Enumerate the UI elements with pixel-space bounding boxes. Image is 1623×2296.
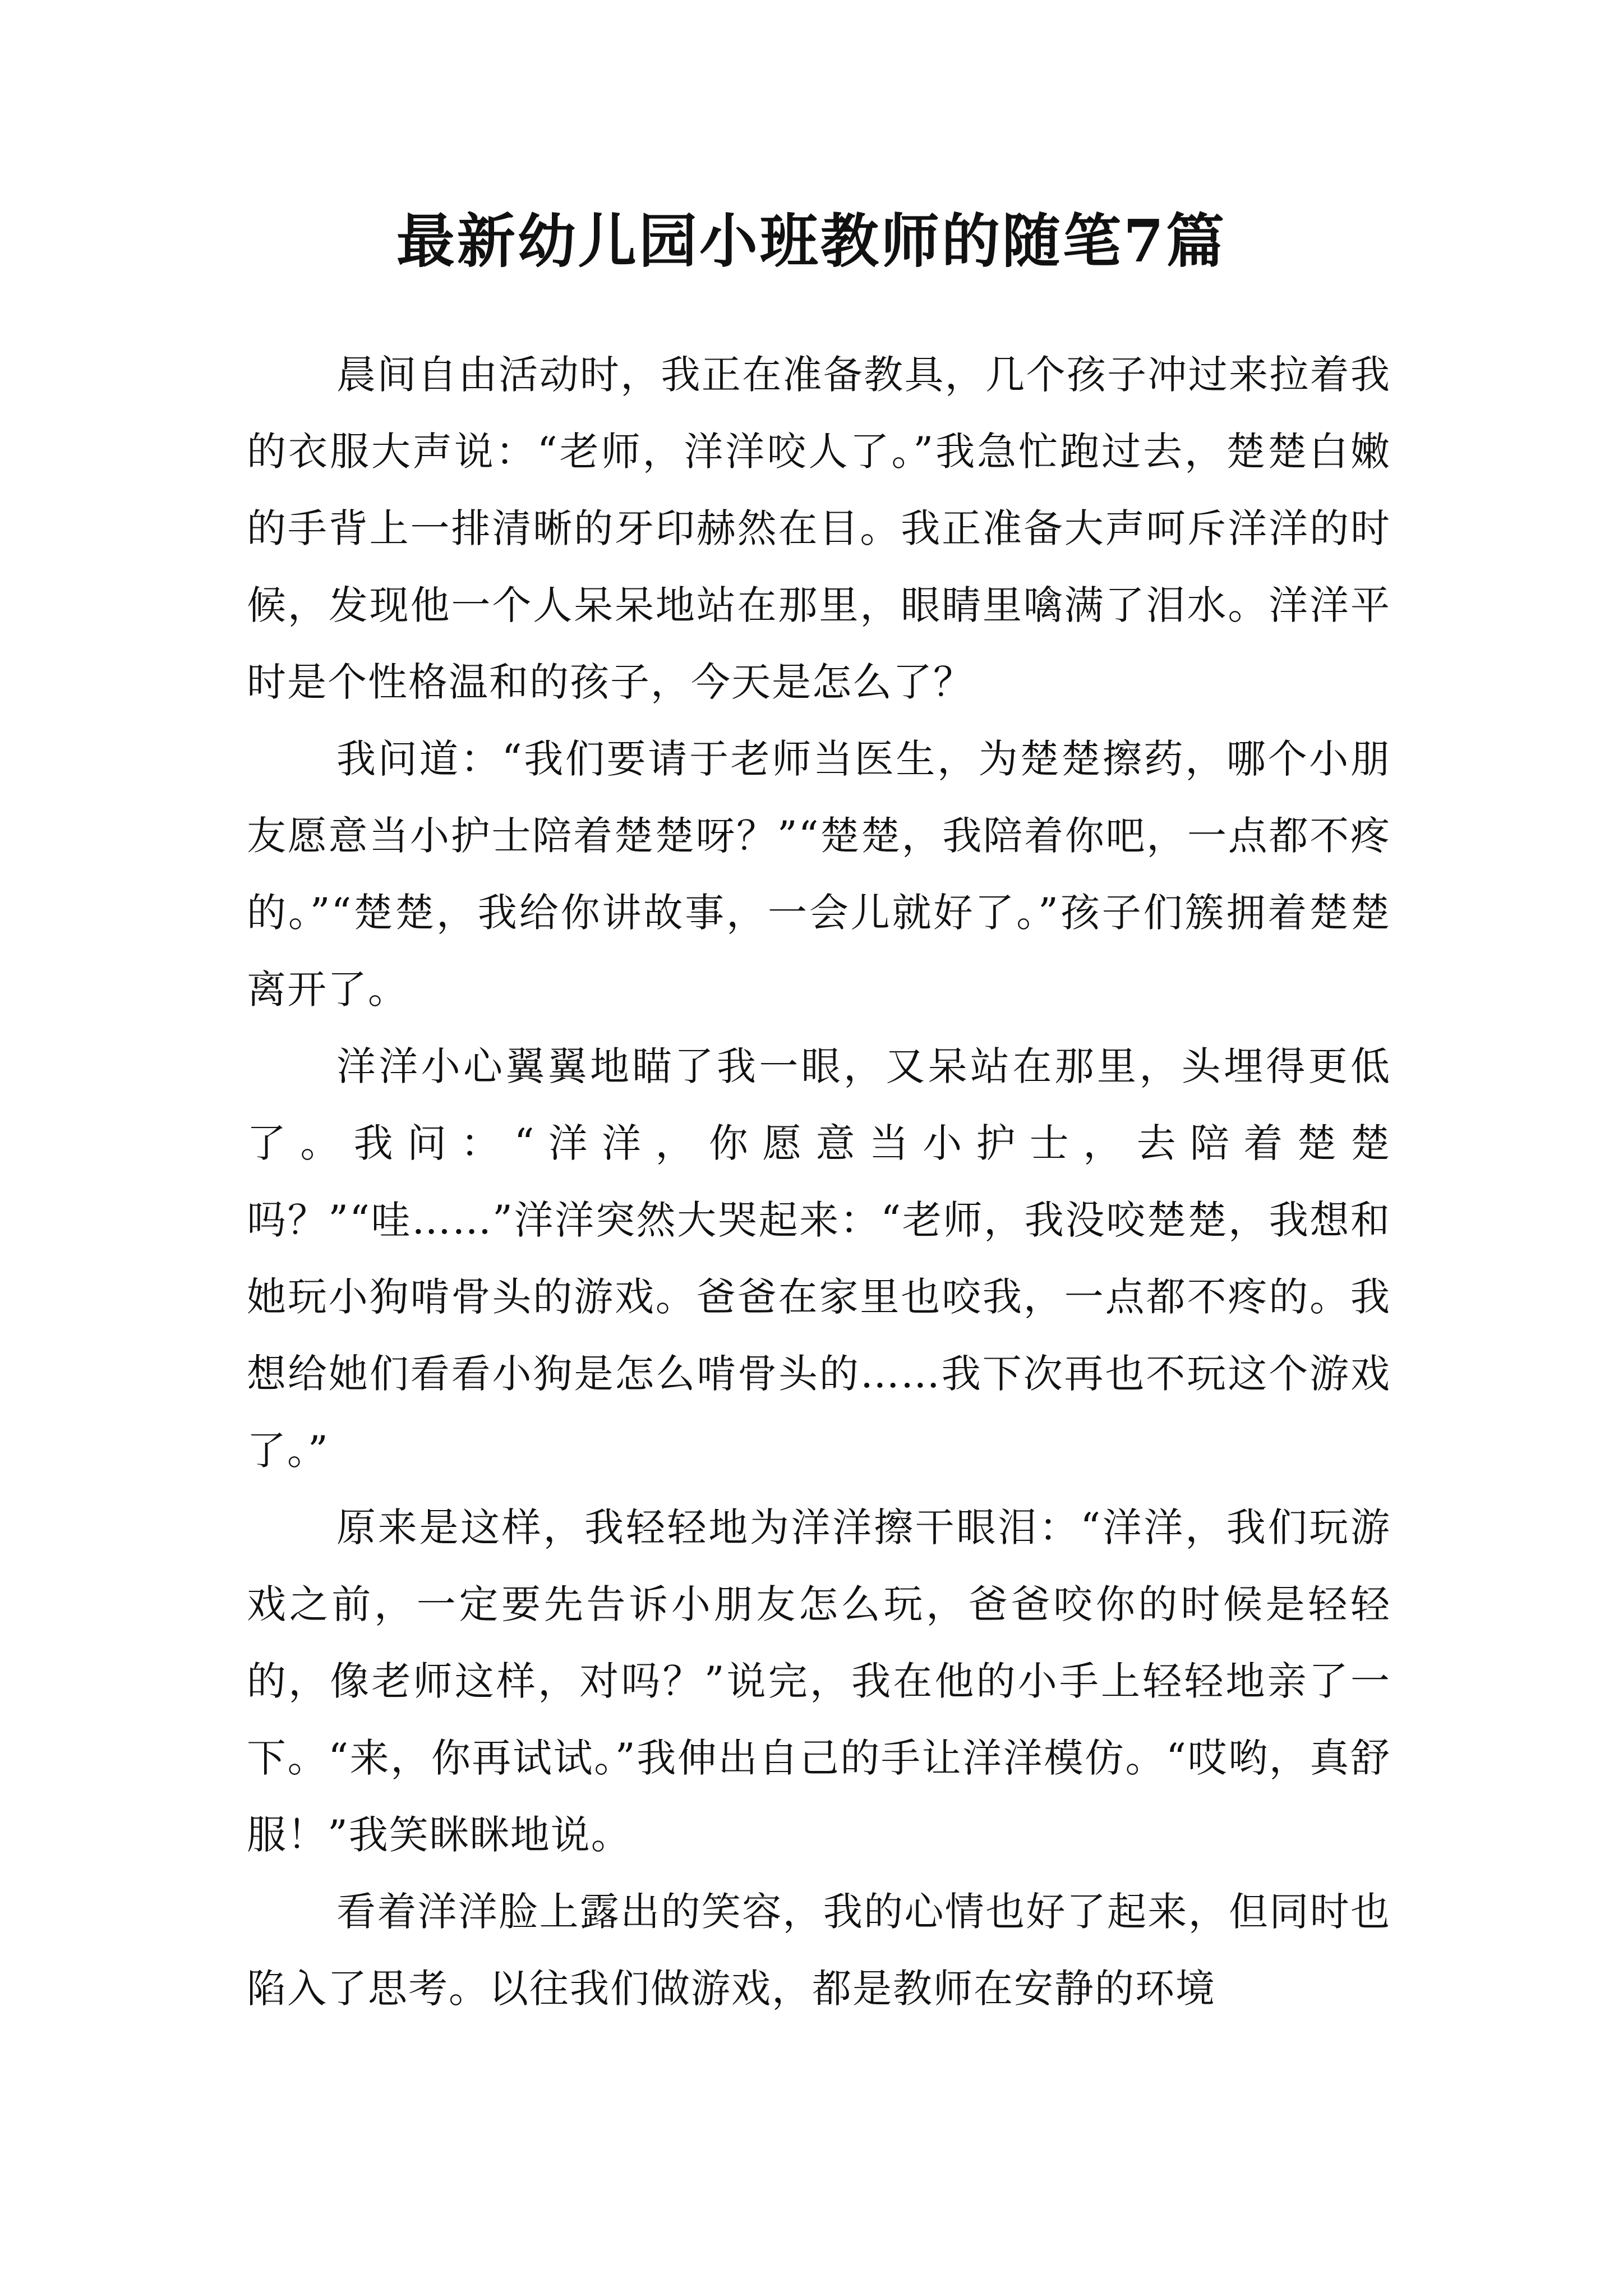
document-body	[247, 337, 1391, 2027]
document-title: 最新幼儿园小班教师的随笔7篇	[396, 206, 1227, 275]
paragraph: 看着洋洋脸上露出的笑容，我的心情也好了起来，但同时也陷入了思考。以往我们做游戏，都是教师在安静的环境	[247, 1889, 1391, 2012]
paragraph: 我问道：“我们要请于老师当医生，为楚楚擦药，哪个小朋友愿意当小护士陪着楚楚呀？”“楚楚，我陪着你吧，一点都不疼的。”“楚楚，我给你讲故事，一会儿就好了。”孩子们簇拥着楚楚离开了。	[247, 736, 1391, 1013]
paragraph: 洋洋小心翼翼地瞄了我一眼，又呆站在那里，头埋得更低了。我问：“洋洋，你愿意当小护士，去陪着楚楚吗？”“哇……”洋洋突然大哭起来：“老师，我没咬楚楚，我想和她玩小狗啃骨头的游戏。爸爸在家里也咬我，一点都不疼的。我想给她们看看小狗是怎么啃骨头的……我下次再也不玩这个游戏了。”	[247, 1043, 1391, 1474]
paragraph: 晨间自由活动时，我正在准备教具，几个孩子冲过来拉着我的衣服大声说：“老师，洋洋咬人了。”我急忙跑过去，楚楚白嫩的手背上一排清晰的牙印赫然在目。我正准备大声呵斥洋洋的时候，发现他一个人呆呆地站在那里，眼睛里噙满了泪水。洋洋平时是个性格温和的孩子，今天是怎么了？	[247, 352, 1391, 705]
paragraph: 原来是这样，我轻轻地为洋洋擦干眼泪：“洋洋，我们玩游戏之前，一定要先告诉小朋友怎么玩，爸爸咬你的时候是轻轻的，像老师这样，对吗？”说完，我在他的小手上轻轻地亲了一下。“来，你再试试。”我伸出自己的手让洋洋模仿。“哎哟，真舒服！”我笑眯眯地说。	[247, 1504, 1391, 1858]
